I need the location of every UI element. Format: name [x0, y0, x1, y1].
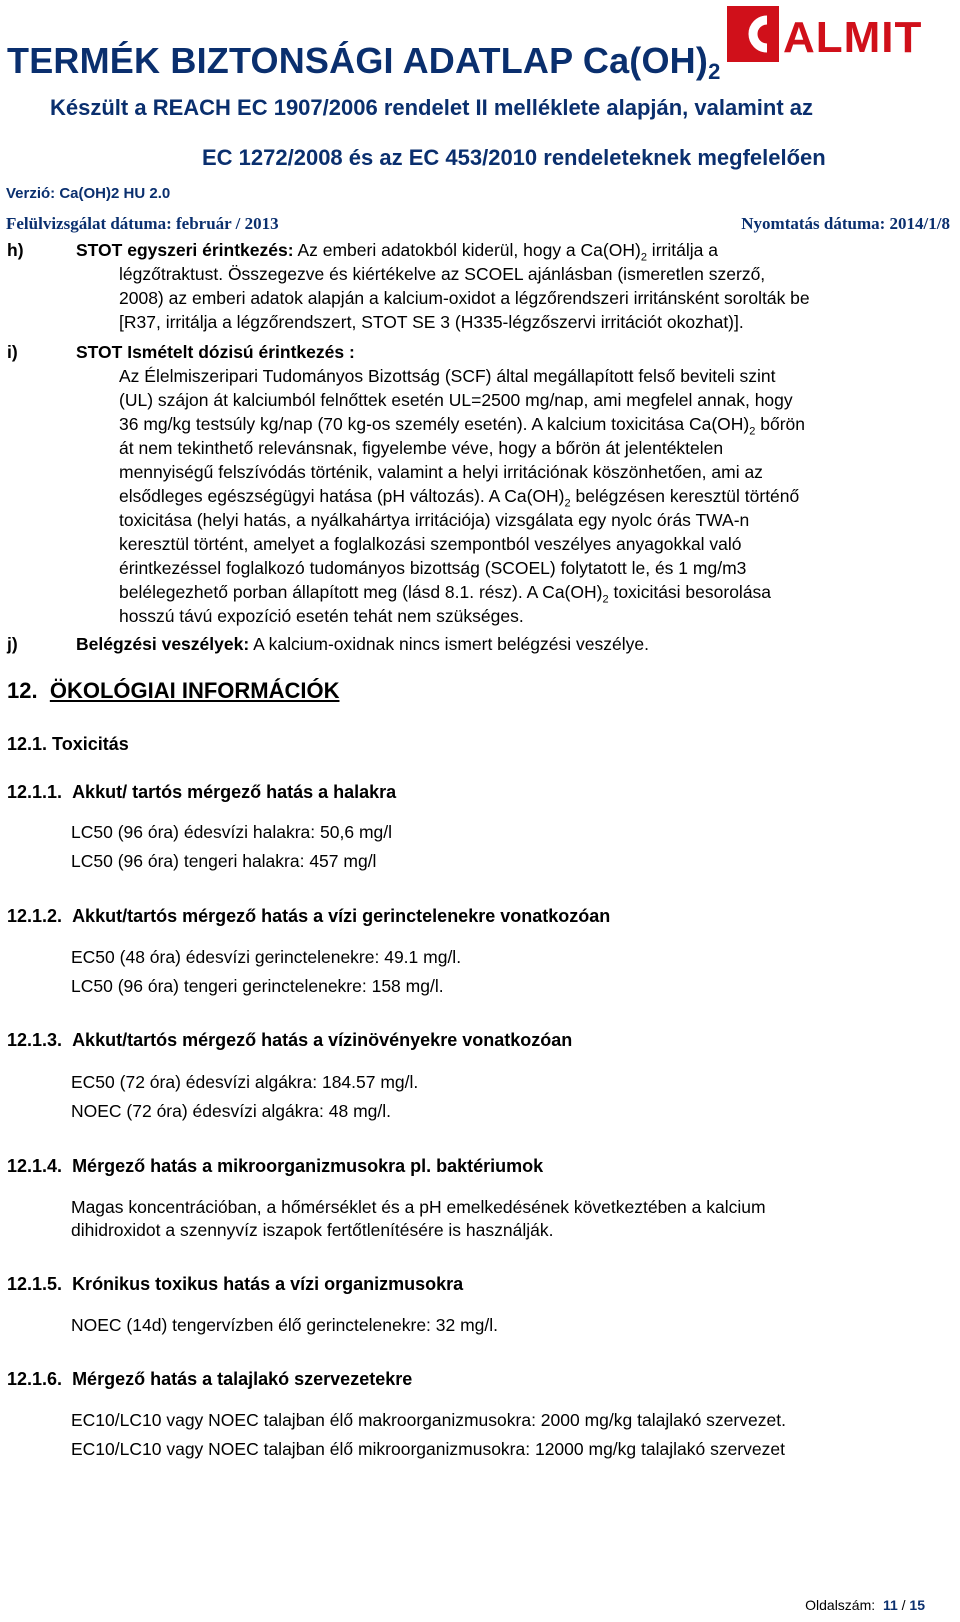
item-i-line: belélegezhető porban állapított meg (lásd 8.1. rész). A $Ca(OH)_2$ toxicitási besorolása	[119, 582, 772, 606]
data-line: EC50 (72 óra) édesvízi algákra: 184.57 mg/l.	[71, 1072, 419, 1092]
data-line: LC50 (96 óra) édesvízi halakra: 50,6 mg/l	[71, 822, 392, 842]
data-line: EC50 (48 óra) édesvízi gerinctelenekre: 49.1 mg/l.	[71, 947, 462, 967]
print-date: Nyomtatás dátuma: 2014/1/8	[741, 214, 950, 233]
item-h-label: h)	[7, 240, 24, 260]
subtitle-line-2: EC 1272/2008 és az EC 453/2010 rendeleteknek megfelelően	[202, 145, 826, 170]
item-h-line-2: légzőtraktust. Összegezve és kiértékelve az SCOEL ajánlásban (ismeretlen szerző,	[119, 264, 766, 284]
item-h-line-4: [R37, irritálja a légzőrendszert, STOT SE 3 (H335-légzőszervi irritációt okozhat)].	[119, 312, 744, 332]
item-i-line: keresztül történt, amelyet a foglalkozási szempontból veszélyes anyagokkal való	[119, 534, 742, 554]
data-line: EC10/LC10 vagy NOEC talajban élő makroorganizmusokra: 2000 mg/kg talajlakó szervezet.	[71, 1410, 786, 1430]
item-i-line: Az Élelmiszeripari Tudományos Bizottság (SCF) által megállapított felső beviteli szint	[119, 366, 776, 386]
item-h-line-1: STOT egyszeri érintkezés: Az emberi adatokból kiderül, hogy a $Ca(OH)_2$ irritálja a	[76, 240, 718, 264]
subsection-heading: 12.1.5. Krónikus toxikus hatás a vízi organizmusokra	[7, 1274, 464, 1294]
item-i-label: i)	[7, 342, 18, 362]
data-line: Magas koncentrációban, a hőmérséklet és a pH emelkedésének következtében a kalcium	[71, 1197, 766, 1217]
item-i-line: érintkezéssel foglalkozó tudományos bizottság (SCOEL) folytatott le, és 1 mg/m3	[119, 558, 747, 578]
item-i-line: 36 mg/kg testsúly kg/nap (70 kg-os személy esetén). A kalcium toxicitása $Ca(OH)_2$ bőrön	[119, 414, 806, 438]
item-i-line: (UL) szájon át kalciumból felnőttek esetén UL=2500 mg/nap, ami megfelel annak, hogy	[119, 390, 793, 410]
data-line: NOEC (72 óra) édesvízi algákra: 48 mg/l.	[71, 1101, 391, 1121]
item-j-text: Belégzési veszélyek: A kalcium-oxidnak nincs ismert belégzési veszélye.	[76, 634, 649, 654]
subsection-heading: 12.1.4. Mérgező hatás a mikroorganizmusokra pl. baktériumok	[7, 1156, 544, 1176]
data-line: NOEC (14d) tengervízben élő gerinctelenekre: 32 mg/l.	[71, 1315, 499, 1335]
item-i-line: hosszú távú expozíció esetén tehát nem szükséges.	[119, 606, 524, 626]
calmit-logo	[727, 6, 955, 66]
section-12-1-heading: 12.1. Toxicitás	[7, 734, 129, 754]
revision-date: Felülvizsgálat dátuma: február / 2013	[6, 214, 279, 233]
data-line: EC10/LC10 vagy NOEC talajban élő mikroorganizmusokra: 12000 mg/kg talajlakó szervezet	[71, 1439, 785, 1459]
data-line: LC50 (96 óra) tengeri gerinctelenekre: 158 mg/l.	[71, 976, 444, 996]
subsection-heading: 12.1.6. Mérgező hatás a talajlakó szervezetekre	[7, 1369, 413, 1389]
item-i-line: toxicitása (helyi hatás, a nyálkahártya irritációja) vizsgálata egy nyolc órás TWA-n	[119, 510, 750, 530]
item-i-line: elsődleges egészségügyi hatása (pH változás). A $Ca(OH)_2$ belégzésen keresztül történő	[119, 486, 800, 510]
item-j-label: j)	[7, 634, 18, 654]
subsection-heading: 12.1.1. Akkut/ tartós mérgező hatás a halakra	[7, 782, 397, 802]
page-number: Oldalszám: 11 / 15	[805, 1597, 925, 1613]
item-i-line: át nem tekinthető relevánsnak, figyelembe véve, hogy a bőrön át jelentéktelen	[119, 438, 724, 458]
data-line: LC50 (96 óra) tengeri halakra: 457 mg/l	[71, 851, 377, 871]
section-12-heading: 12. ÖKOLÓGIAI INFORMÁCIÓK	[7, 678, 340, 703]
document-title: TERMÉK BIZTONSÁGI ADATLAP $Ca(OH)_2$	[7, 40, 721, 84]
subsection-heading: 12.1.2. Akkut/tartós mérgező hatás a vízi gerinctelenekre vonatkozóan	[7, 906, 611, 926]
item-h-line-3: 2008) az emberi adatok alapján a kalcium-oxidot a légzőrendszeri irritánsként sorolták be	[119, 288, 810, 308]
data-line: dihidroxidot a szennyvíz iszapok fertőtlenítésére is használják.	[71, 1220, 554, 1240]
item-i-line: mennyiségű felszívódás történik, valamint a helyi irritációnak köszönhetően, ami az	[119, 462, 763, 482]
item-i-title: STOT Ismételt dózisú érintkezés :	[76, 342, 355, 362]
version-label: Verzió: Ca(OH)2 HU 2.0	[6, 185, 171, 202]
subtitle-line-1: Készült a REACH EC 1907/2006 rendelet II melléklete alapján, valamint az	[50, 95, 813, 120]
subsection-heading: 12.1.3. Akkut/tartós mérgező hatás a vízinövényekre vonatkozóan	[7, 1030, 573, 1050]
svg-text:ALMIT: ALMIT	[783, 13, 923, 62]
